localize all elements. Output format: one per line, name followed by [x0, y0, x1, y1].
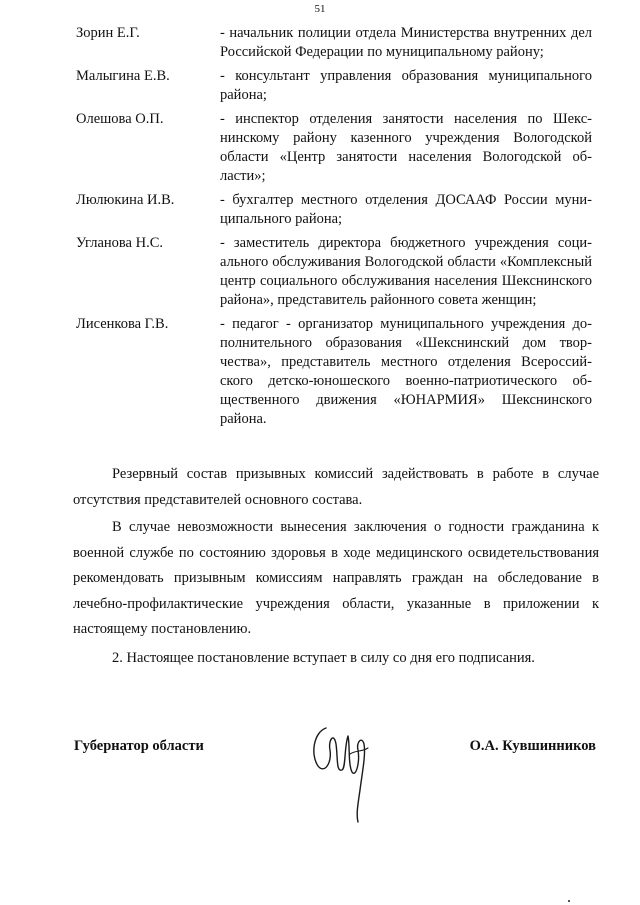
member-role: - педагог - организатор муниципального учреждения дополнительного образования «Шекснинский дом творчества», представитель местного отделения Всероссийского детско-юношеского военно-патриотического общественного движения «ЮНАРМИЯ» Шекснинского района.	[220, 316, 592, 427]
signer-name: О.А. Кувшинников	[469, 738, 596, 754]
member-row	[76, 315, 598, 429]
member-role: - инспектор отделения занятости населения по Шекснинскому району казенного учреждения Вологодской области «Центр занятости населения Вологодской области»;	[220, 111, 592, 184]
signature-block	[74, 714, 596, 824]
member-name: Люлюкина И.В.	[76, 192, 175, 208]
member-role: - начальник полиции отдела Министерства внутренних дел Российской Федерации по муниципальному району;	[220, 25, 592, 60]
member-row	[76, 234, 598, 310]
reserve-paragraph: Резервный состав призывных комиссий задействовать в работе в случае отсутствия представителей основного состава.	[73, 466, 599, 508]
member-row	[76, 24, 598, 62]
member-role: - консультант управления образования муниципального района;	[220, 68, 592, 103]
member-name: Зорин Е.Г.	[76, 25, 140, 41]
member-name: Малыгина Е.В.	[76, 68, 170, 84]
member-row	[76, 67, 598, 105]
scan-speck	[568, 900, 570, 902]
member-row	[76, 191, 598, 229]
member-role: - заместитель директора бюджетного учреждения социального обслуживания Вологодской области «Комплексный центр социального обслуживания населения Шекснинского района», представитель районного совета женщин;	[220, 235, 592, 308]
member-name: Лисенкова Г.В.	[76, 316, 169, 332]
member-row	[76, 110, 598, 186]
medical-paragraph: В случае невозможности вынесения заключения о годности гражданина к военной службе по состоянию здоровья в ходе медицинского освидетельствования рекомендовать призывным комиссиям направлять граждан на обследование в лечебно-профилактические учреждения области, указанные в приложении к настоящему постановлению.	[73, 519, 599, 637]
member-role: - бухгалтер местного отделения ДОСААФ России муниципального района;	[220, 192, 592, 227]
effective-date-paragraph: 2. Настоящее постановление вступает в силу со дня его подписания.	[112, 650, 535, 666]
signer-title: Губернатор области	[74, 738, 204, 754]
member-name: Угланова Н.С.	[76, 235, 163, 251]
handwritten-signature	[306, 714, 378, 824]
commission-member-list	[76, 24, 598, 434]
page-number: 51	[314, 3, 326, 15]
member-name: Олешова О.П.	[76, 111, 164, 127]
